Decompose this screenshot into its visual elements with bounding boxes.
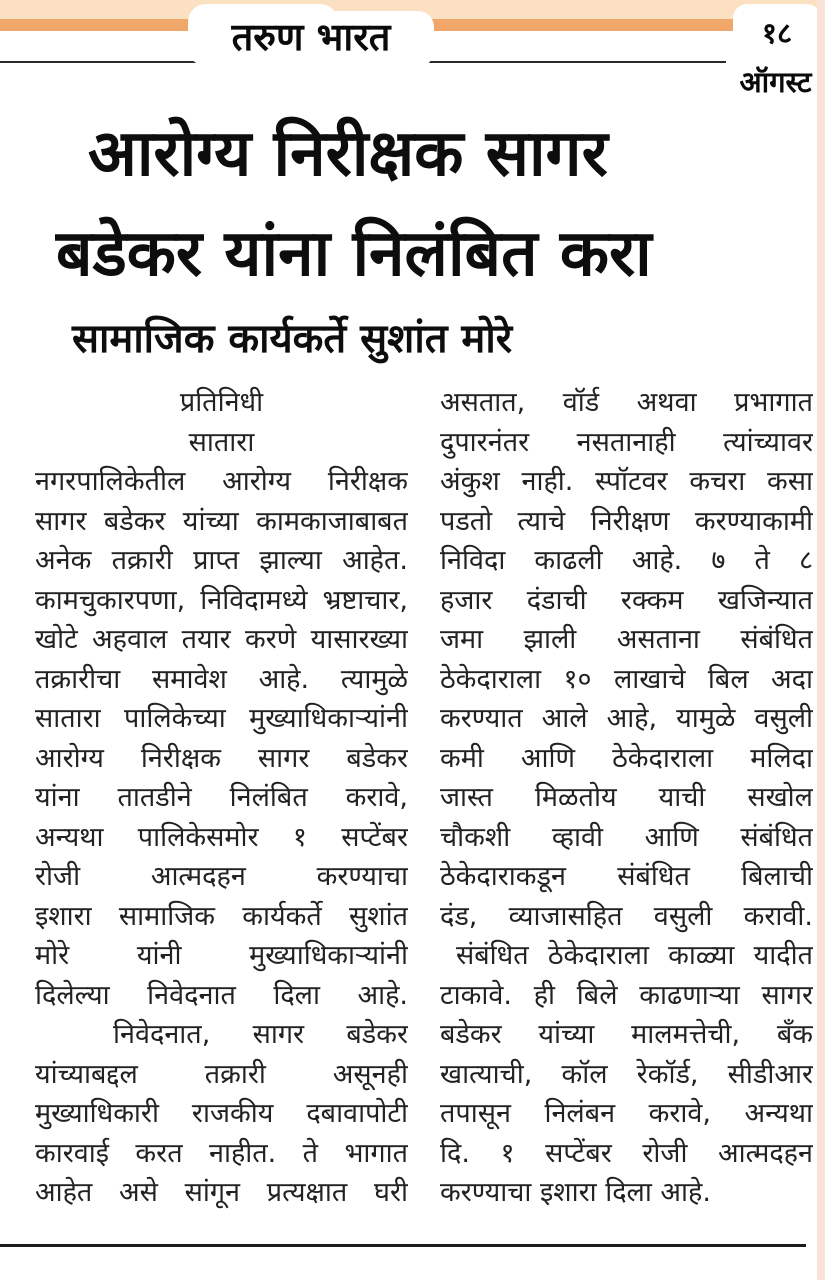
article-line: ठेकेदाराकडून संबंधित बिलाची bbox=[440, 861, 813, 892]
article-line: करण्यात आले आहे, यामुळे वसुली bbox=[440, 703, 813, 734]
article-line: सागर बडेकर यांच्या कामकाजाबाबत bbox=[35, 505, 408, 537]
article-line: मुख्याधिकारी राजकीय दबावापोटी bbox=[35, 1098, 408, 1129]
headline-line-2: बडेकर यांना निलंबित करा bbox=[56, 217, 652, 291]
subheadline: सामाजिक कार्यकर्ते सुशांत मोरे bbox=[72, 316, 513, 362]
article-line: ठेकेदाराला १० लाखाचे बिल अदा bbox=[440, 663, 813, 695]
article-line: संबंधित ठेकेदाराला काळ्या यादीत bbox=[456, 940, 813, 971]
bottom-rule bbox=[0, 1244, 806, 1247]
headline-line-1: आरोग्य निरीक्षक सागर bbox=[88, 117, 608, 191]
article-lines-left bbox=[35, 462, 408, 1213]
article-line: खोटे अहवाल तयार करणे यासारख्या bbox=[35, 624, 408, 655]
article-line: जास्त मिळतोय याची सखोल bbox=[440, 782, 813, 813]
article-line: मोरे यांनी मुख्याधिकाऱ्यांनी bbox=[35, 940, 408, 971]
article-line: नगरपालिकेतील आरोग्य निरीक्षक bbox=[35, 466, 408, 497]
article-line: आहेत असे सांगून प्रत्यक्षात घरी bbox=[35, 1177, 408, 1208]
article-line: कारवाई करत नाहीत. ते भागात bbox=[35, 1137, 408, 1169]
article-column-left bbox=[35, 383, 408, 1213]
article-line: यांच्याबद्दल तक्रारी असूनही bbox=[35, 1058, 408, 1090]
right-edge-strip bbox=[817, 0, 825, 1280]
newspaper-name: तरुण भारत bbox=[231, 15, 391, 59]
article-line: दि. १ सप्टेंबर रोजी आत्मदहन bbox=[440, 1137, 813, 1169]
date-day-badge: १८ bbox=[733, 4, 821, 60]
article-line: दुपारनंतर नसतानाही त्यांच्यावर bbox=[440, 426, 813, 458]
article-line: आरोग्य निरीक्षक सागर बडेकर bbox=[35, 742, 408, 774]
article-line: रोजी आत्मदहन करण्याचा bbox=[35, 861, 408, 892]
article-line: चौकशी व्हावी आणि संबंधित bbox=[440, 821, 813, 853]
article-line: कामचुकारपणा, निविदामध्ये भ्रष्टाचार, bbox=[35, 584, 408, 616]
article-line: अंकुश नाही. स्पॉटवर कचरा कसा bbox=[440, 466, 813, 497]
article-line: निविदा काढली आहे. ७ ते ८ bbox=[440, 545, 813, 576]
article-line: पडतो त्याचे निरीक्षण करण्याकामी bbox=[440, 505, 813, 537]
article-line: हजार दंडाची रक्कम खजिन्यात bbox=[440, 584, 813, 616]
dateline: सातारा bbox=[188, 426, 255, 458]
article-lines-right bbox=[440, 383, 813, 1213]
article-line: अनेक तक्रारी प्राप्त झाल्या आहेत. bbox=[35, 545, 408, 576]
article-line: कमी आणि ठेकेदाराला मलिदा bbox=[440, 742, 813, 774]
article-line: इशारा सामाजिक कार्यकर्ते सुशांत bbox=[35, 900, 408, 932]
article-line: दंड, व्याजासहित वसुली करावी. bbox=[440, 900, 813, 932]
article-line: करण्याचा इशारा दिला आहे. bbox=[440, 1177, 711, 1208]
article-line: बडेकर यांच्या मालमत्तेची, बँक bbox=[440, 1019, 813, 1050]
article-line: तक्रारीचा समावेश आहे. त्यामुळे bbox=[35, 663, 408, 695]
article-line: सातारा पालिकेच्या मुख्याधिकाऱ्यांनी bbox=[35, 703, 408, 734]
article-column-right bbox=[440, 383, 813, 1213]
byline: प्रतिनिधी bbox=[179, 387, 264, 418]
article-line: यांना तातडीने निलंबित करावे, bbox=[35, 782, 408, 813]
date-month-label: ऑगस्ट bbox=[726, 58, 825, 104]
article-line: खात्याची, कॉल रेकॉर्ड, सीडीआर bbox=[440, 1058, 813, 1090]
article-line: तपासून निलंबन करावे, अन्यथा bbox=[440, 1098, 813, 1129]
article-line: जमा झाली असताना संबंधित bbox=[440, 624, 813, 655]
article-line: दिलेल्या निवेदनात दिला आहे. bbox=[35, 979, 408, 1011]
article-line: अन्यथा पालिकेसमोर १ सप्टेंबर bbox=[35, 821, 408, 853]
article-line: असतात, वॉर्ड अथवा प्रभागात bbox=[440, 387, 813, 418]
article-line: टाकावे. ही बिले काढणाऱ्या सागर bbox=[440, 979, 813, 1011]
article-line: निवेदनात, सागर बडेकर bbox=[113, 1019, 408, 1050]
